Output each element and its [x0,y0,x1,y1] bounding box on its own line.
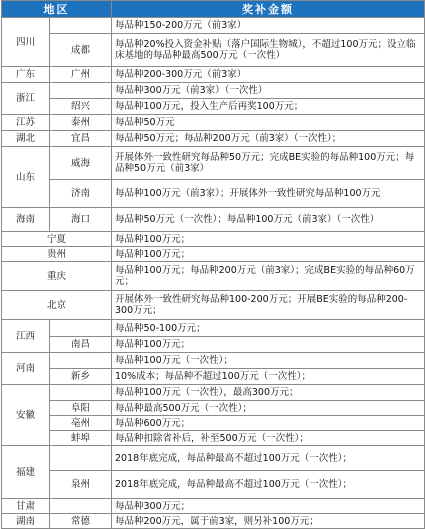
province-cell: 江西 [2,320,50,353]
city-cell: 泰州 [50,115,112,131]
city-cell: 阜阳 [50,401,112,416]
province-cell: 江苏 [2,115,50,131]
city-cell: 新乡 [50,369,112,385]
table-row [2,247,425,262]
province-cell: 浙江 [2,83,50,115]
table-row [2,99,425,115]
table-row [2,471,425,499]
city-cell: 宜昌 [50,131,112,147]
table-row [2,385,425,401]
table-row [2,34,425,67]
table-row [2,115,425,131]
table-row [2,83,425,99]
city-cell: 威海 [50,147,112,180]
subsidy-cell: 每品种100万元； [112,232,425,247]
subsidy-cell: 2018年底完成，每品种最高不超过100万元（一次性）； [112,471,425,499]
city-cell: 济南 [50,180,112,208]
subsidy-cell: 每品种100万元（一次性）； [112,353,425,369]
subsidy-cell: 10%成本；每品种不超过100万元（一次性）； [112,369,425,385]
table-row [2,401,425,416]
table-row [2,320,425,337]
city-cell [50,385,112,401]
city-cell: 成都 [50,34,112,67]
subsidy-cell: 2018年底完成，每品种最高不超过100万元（一次性）； [112,446,425,471]
city-cell: 蚌埠 [50,431,112,446]
province-cell: 四川 [2,18,50,67]
city-cell: 常德 [50,514,112,529]
province-cell: 山东 [2,147,50,208]
table-row [2,337,425,353]
subsidy-cell: 开展体外一致性研究每品种50万元；完成BE实验的每品种100万元；每品种50万元（前3家） [112,147,425,180]
province-cell: 河南 [2,353,50,385]
table-row [2,147,425,180]
city-cell: 广州 [50,67,112,83]
subsidy-cell: 每品种50-100万元； [112,320,425,337]
city-cell: 海口 [50,208,112,232]
subsidy-cell: 每品种300万元（前3家）（一次性） [112,83,425,99]
subsidy-cell: 开展体外一致性研究每品种100-200万元；开展BE实验的每品种200-300万元； [112,291,425,320]
subsidy-cell: 每品种100万元； [112,247,425,262]
city-cell: 南昌 [50,337,112,353]
table-row [2,208,425,232]
subsidy-cell: 每品种50万元；每品种200万元（前3家）（一次性）； [112,131,425,147]
subsidy-cell: 每品种100万元（一次性），最高300万元； [112,385,425,401]
table-row [2,291,425,320]
region-cell: 重庆 [2,262,112,291]
subsidy-cell: 每品种100万元； [112,337,425,353]
province-cell: 广东 [2,67,50,83]
subsidy-cell: 每品种150-200万元（前3家） [112,18,425,34]
header-subsidy: 奖补金额 [112,1,425,18]
province-cell: 湖南 [2,514,50,529]
subsidy-cell: 每品种100万元；每品种200万元（前3家）；完成BE实验的每品种60万元； [112,262,425,291]
table-row [2,262,425,291]
subsidy-cell: 每品种50万元（一次性）；每品种100万元（前3家）（一次性） [112,208,425,232]
table-row [2,232,425,247]
subsidy-cell: 每品种20%投入资金补贴（落户国际生物城），不超过100万元；设立临床基地的每品种最高500万元（一次性） [112,34,425,67]
city-cell [50,320,112,337]
table-row [2,180,425,208]
subsidy-cell: 每品种300万元； [112,499,425,514]
city-cell [50,446,112,471]
province-cell: 海南 [2,208,50,232]
subsidy-cell: 每品种最高500万元（一次性）； [112,401,425,416]
province-cell: 湖北 [2,131,50,147]
table-row [2,18,425,34]
table-row [2,514,425,529]
province-cell: 福建 [2,446,50,499]
city-cell: 亳州 [50,416,112,431]
province-cell: 甘肃 [2,499,50,514]
subsidy-cell: 每品种600万元； [112,416,425,431]
subsidy-cell: 每品种100万元，投入生产后再奖100万元； [112,99,425,115]
table-row [2,67,425,83]
city-cell [50,499,112,514]
subsidy-cell: 每品种100万元（前3家）；开展体外一致性研究每品种100万元 [112,180,425,208]
region-cell: 宁夏 [2,232,112,247]
city-cell: 泉州 [50,471,112,499]
city-cell [50,18,112,34]
city-cell [50,353,112,369]
table-row [2,431,425,446]
header-region: 地区 [2,1,112,18]
subsidy-cell: 每品种扣除省补后，补至500万元（一次性）； [112,431,425,446]
table-row [2,416,425,431]
region-cell: 贵州 [2,247,112,262]
subsidy-cell: 每品种200万元，属于前3家，则另补100万元； [112,514,425,529]
table-row [2,369,425,385]
table-row [2,446,425,471]
city-cell [50,83,112,99]
table-row [2,499,425,514]
province-cell: 安徽 [2,385,50,446]
region-cell: 北京 [2,291,112,320]
subsidy-cell: 每品种200-300万元（前3家） [112,67,425,83]
table-header-row [2,1,425,18]
city-cell: 绍兴 [50,99,112,115]
subsidy-table [1,0,425,529]
table-row [2,131,425,147]
subsidy-cell: 每品种50万元 [112,115,425,131]
table-row [2,353,425,369]
